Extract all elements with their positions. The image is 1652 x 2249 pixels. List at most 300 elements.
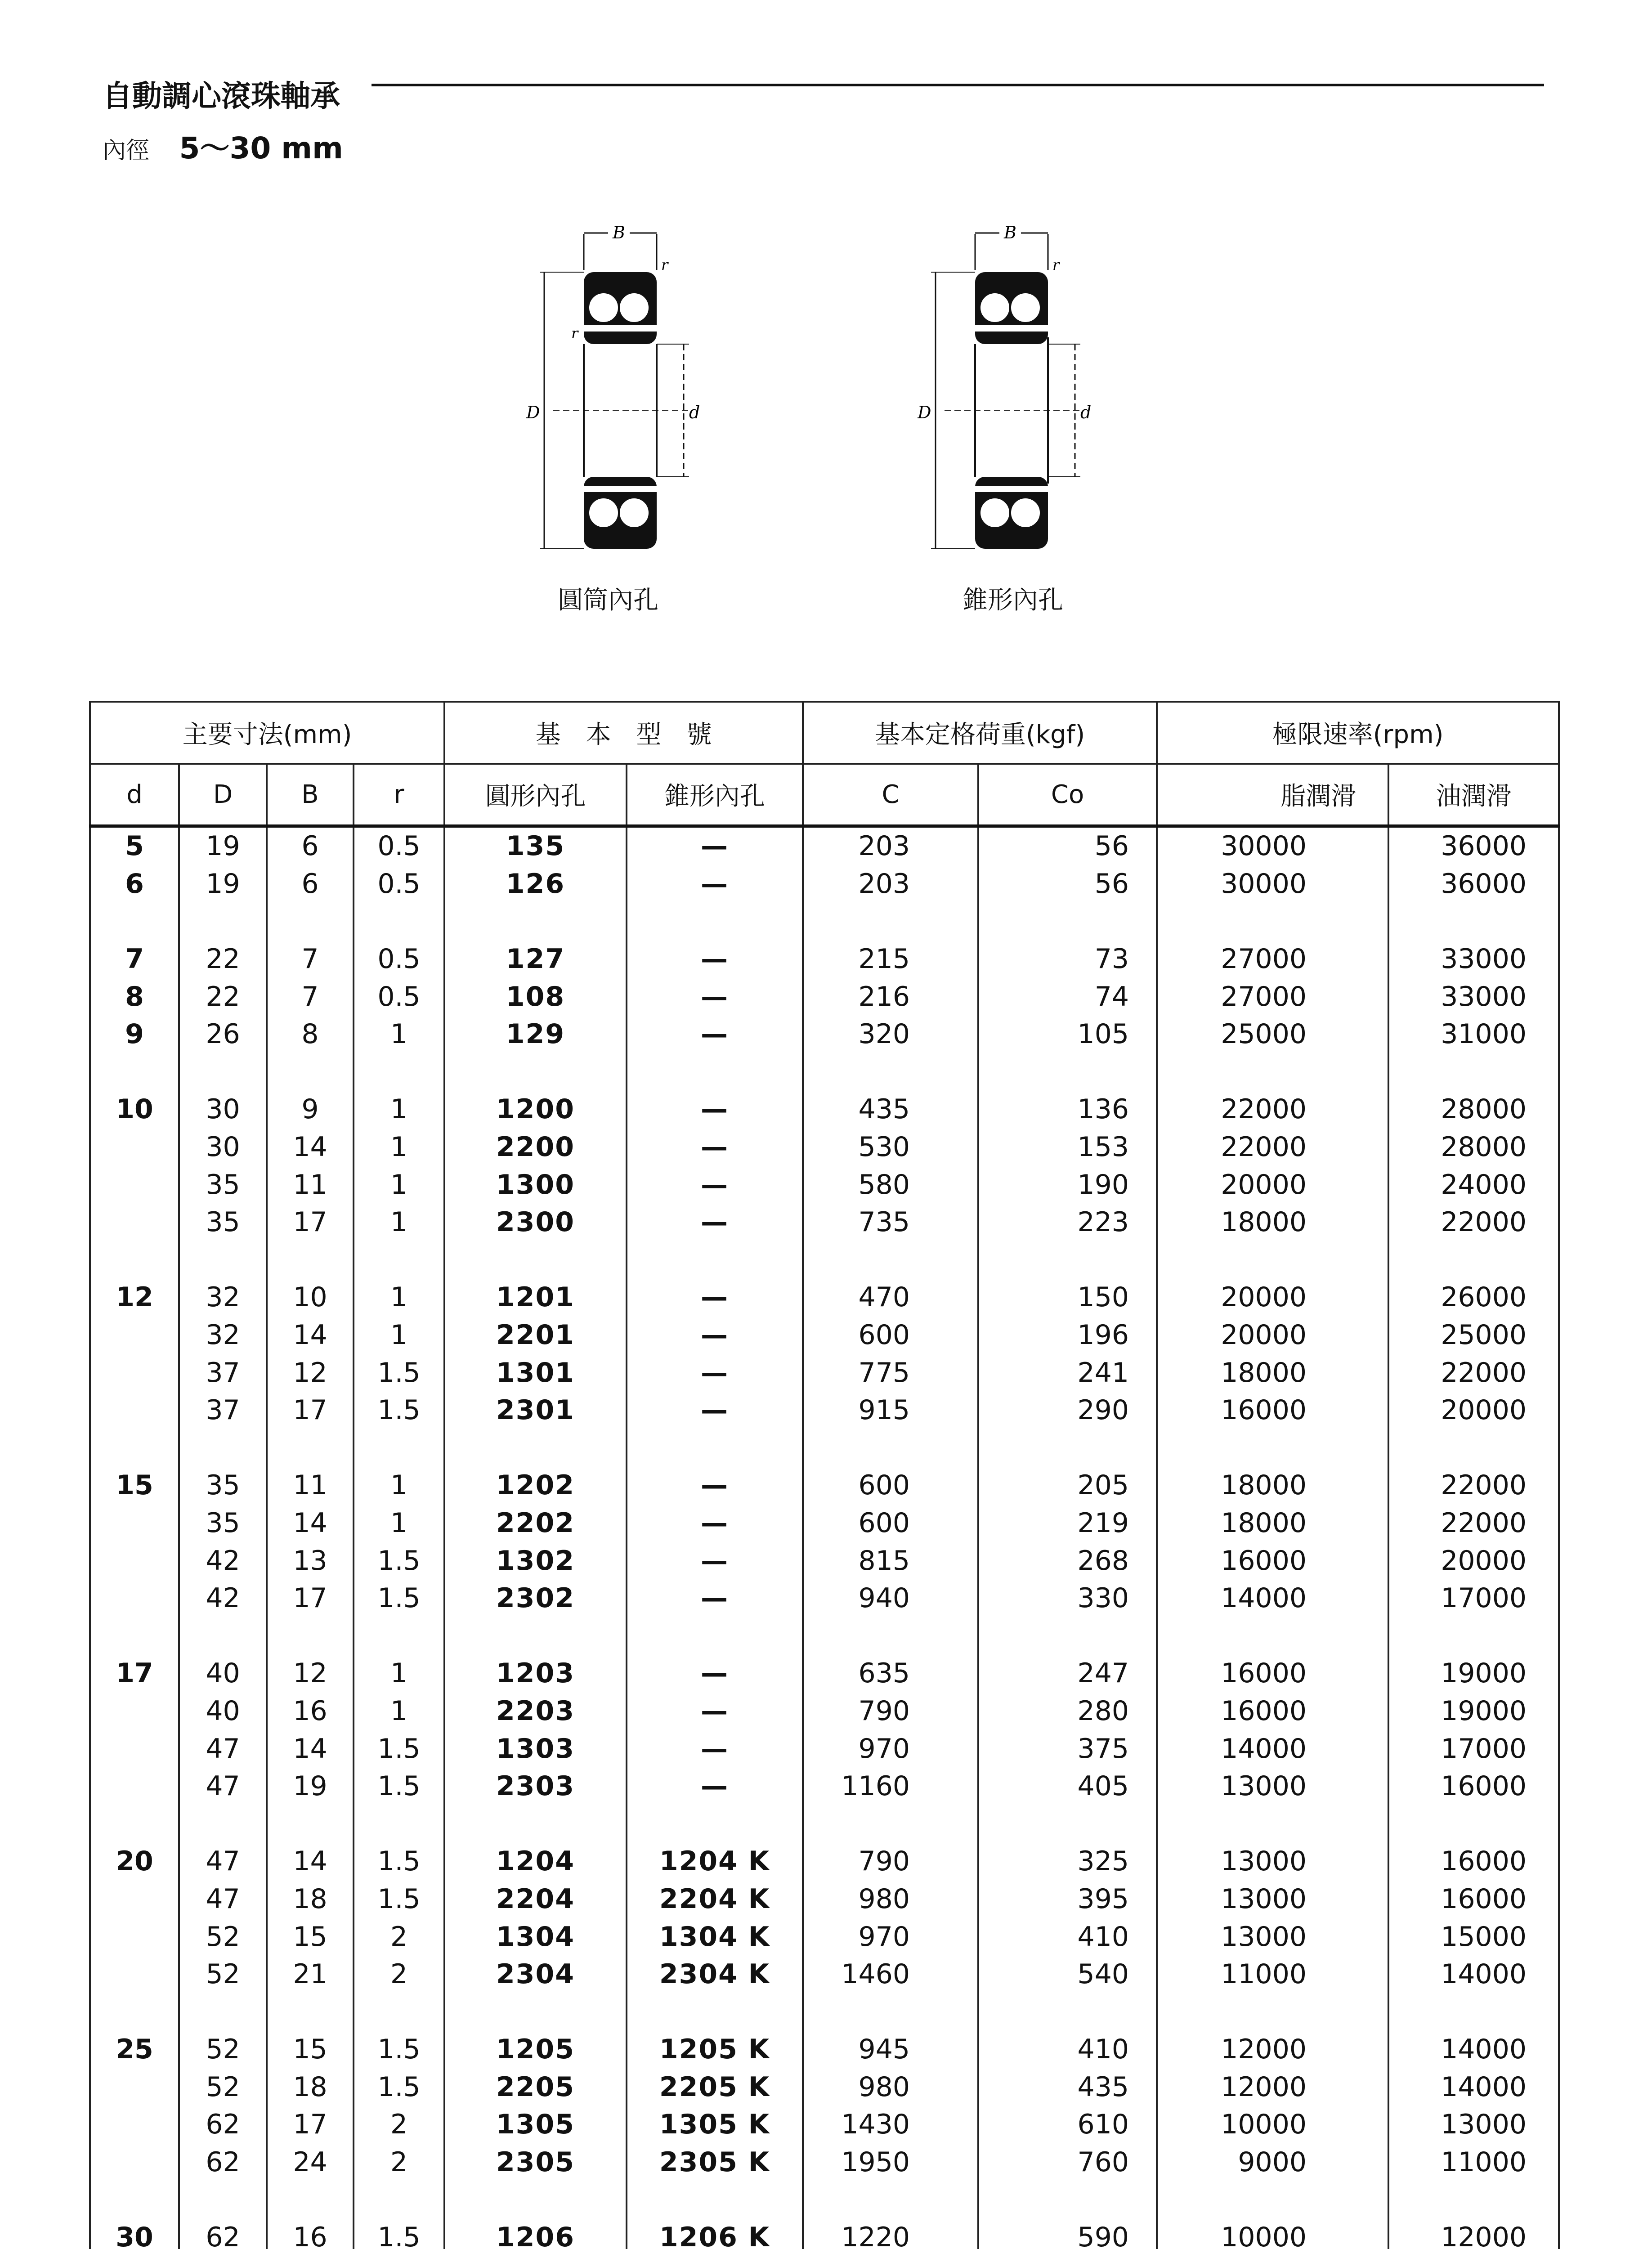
subtitle-range: 5～30 mm bbox=[179, 131, 343, 166]
cell-tapered-bore: 1304 K bbox=[627, 1918, 803, 1956]
cell-tapered-bore: — bbox=[627, 826, 803, 865]
cell-B: 15 bbox=[267, 1918, 354, 1956]
cell-cylindrical-bore: 1203 bbox=[444, 1655, 627, 1693]
spacer-cell bbox=[1157, 903, 1388, 941]
cell-D: 32 bbox=[179, 1279, 267, 1317]
cell-C: 470 bbox=[803, 1279, 978, 1317]
cell-B: 12 bbox=[267, 1354, 354, 1392]
spacer-cell bbox=[90, 2181, 179, 2219]
cell-Co: 395 bbox=[978, 1880, 1157, 1918]
cell-cylindrical-bore: 1205 bbox=[444, 2031, 627, 2069]
table-row bbox=[90, 1091, 1559, 1129]
cell-cylindrical-bore: 2302 bbox=[444, 1579, 627, 1617]
cell-oil-rpm: 19000 bbox=[1388, 1655, 1559, 1693]
cell-Co: 290 bbox=[978, 1391, 1157, 1429]
cell-D: 19 bbox=[179, 826, 267, 865]
cell-cylindrical-bore: 2201 bbox=[444, 1316, 627, 1354]
cell-oil-rpm: 33000 bbox=[1388, 940, 1559, 978]
cell-Co: 325 bbox=[978, 1843, 1157, 1881]
subtitle-label: 內徑 bbox=[103, 137, 150, 164]
cell-Co: 105 bbox=[978, 1015, 1157, 1053]
cell-cylindrical-bore: 1303 bbox=[444, 1730, 627, 1768]
spacer-cell bbox=[1388, 1617, 1559, 1655]
group-spacer bbox=[90, 1993, 1559, 2031]
cell-tapered-bore: — bbox=[627, 1655, 803, 1693]
cell-d bbox=[90, 1316, 179, 1354]
cell-B: 15 bbox=[267, 2031, 354, 2069]
cell-d bbox=[90, 1542, 179, 1580]
table-row bbox=[90, 1655, 1559, 1693]
spacer-cell bbox=[90, 1429, 179, 1467]
cell-oil-rpm: 28000 bbox=[1388, 1091, 1559, 1129]
group-spacer bbox=[90, 1053, 1559, 1091]
spacer-cell bbox=[978, 1617, 1157, 1655]
table-row bbox=[90, 2031, 1559, 2069]
cell-D: 35 bbox=[179, 1504, 267, 1542]
cell-d bbox=[90, 1918, 179, 1956]
cell-tapered-bore: — bbox=[627, 1579, 803, 1617]
cell-Co: 56 bbox=[978, 865, 1157, 903]
cell-d: 6 bbox=[90, 865, 179, 903]
cell-Co: 410 bbox=[978, 2031, 1157, 2069]
table-row bbox=[90, 1279, 1559, 1317]
cell-Co: 610 bbox=[978, 2106, 1157, 2144]
cell-r: 2 bbox=[354, 1955, 444, 1993]
cell-tapered-bore: 1206 K bbox=[627, 2218, 803, 2249]
cell-Co: 150 bbox=[978, 1279, 1157, 1317]
spacer-cell bbox=[444, 2181, 627, 2219]
cell-C: 600 bbox=[803, 1504, 978, 1542]
cell-r: 1 bbox=[354, 1203, 444, 1241]
cell-D: 35 bbox=[179, 1166, 267, 1204]
cell-D: 22 bbox=[179, 940, 267, 978]
cell-tapered-bore: — bbox=[627, 1767, 803, 1805]
spacer-cell bbox=[1388, 1429, 1559, 1467]
cell-tapered-bore: 1204 K bbox=[627, 1843, 803, 1881]
cell-d: 12 bbox=[90, 1279, 179, 1317]
cell-Co: 136 bbox=[978, 1091, 1157, 1129]
cell-D: 22 bbox=[179, 978, 267, 1016]
cell-C: 580 bbox=[803, 1166, 978, 1204]
col-header-d: d bbox=[90, 764, 179, 826]
bearing-diagram-cylindrical bbox=[526, 216, 706, 562]
group-spacer bbox=[90, 2181, 1559, 2219]
spacer-cell bbox=[444, 1053, 627, 1091]
cell-grease-rpm: 22000 bbox=[1157, 1091, 1388, 1129]
title-rule bbox=[372, 84, 1544, 86]
cell-D: 35 bbox=[179, 1467, 267, 1505]
cell-B: 17 bbox=[267, 2106, 354, 2144]
label-r: r bbox=[1052, 256, 1060, 273]
cell-oil-rpm: 11000 bbox=[1388, 2143, 1559, 2181]
spacer-cell bbox=[90, 1805, 179, 1843]
spacer-cell bbox=[354, 1053, 444, 1091]
cell-tapered-bore: 2304 K bbox=[627, 1955, 803, 1993]
table-row bbox=[90, 1918, 1559, 1956]
cell-grease-rpm: 13000 bbox=[1157, 1767, 1388, 1805]
cell-d: 30 bbox=[90, 2218, 179, 2249]
cell-tapered-bore: 2305 K bbox=[627, 2143, 803, 2181]
group-header-speed-limit: 極限速率(rpm) bbox=[1157, 702, 1559, 764]
cell-d: 9 bbox=[90, 1015, 179, 1053]
cell-B: 10 bbox=[267, 1279, 354, 1317]
table-row bbox=[90, 1843, 1559, 1881]
cell-r: 1.5 bbox=[354, 1354, 444, 1392]
cell-B: 7 bbox=[267, 940, 354, 978]
cell-grease-rpm: 10000 bbox=[1157, 2106, 1388, 2144]
cell-D: 40 bbox=[179, 1655, 267, 1693]
cell-oil-rpm: 19000 bbox=[1388, 1692, 1559, 1730]
cell-D: 47 bbox=[179, 1880, 267, 1918]
table-row bbox=[90, 1015, 1559, 1053]
group-spacer bbox=[90, 1805, 1559, 1843]
spacer-cell bbox=[1388, 1053, 1559, 1091]
cell-r: 2 bbox=[354, 1918, 444, 1956]
group-spacer bbox=[90, 1617, 1559, 1655]
cell-tapered-bore: — bbox=[627, 1504, 803, 1542]
cell-r: 1 bbox=[354, 1655, 444, 1693]
spacer-cell bbox=[179, 1241, 267, 1279]
spacer-cell bbox=[179, 1805, 267, 1843]
cell-grease-rpm: 18000 bbox=[1157, 1504, 1388, 1542]
cell-C: 815 bbox=[803, 1542, 978, 1580]
cell-oil-rpm: 22000 bbox=[1388, 1203, 1559, 1241]
cell-D: 62 bbox=[179, 2218, 267, 2249]
cell-cylindrical-bore: 1202 bbox=[444, 1467, 627, 1505]
spacer-cell bbox=[803, 903, 978, 941]
cell-B: 8 bbox=[267, 1015, 354, 1053]
table-body bbox=[90, 826, 1559, 2249]
spacer-cell bbox=[179, 2181, 267, 2219]
cell-Co: 205 bbox=[978, 1467, 1157, 1505]
table-row bbox=[90, 978, 1559, 1016]
spacer-cell bbox=[267, 1805, 354, 1843]
cell-B: 6 bbox=[267, 865, 354, 903]
cell-grease-rpm: 16000 bbox=[1157, 1655, 1388, 1693]
cell-Co: 73 bbox=[978, 940, 1157, 978]
cell-C: 530 bbox=[803, 1128, 978, 1166]
col-header-D: D bbox=[179, 764, 267, 826]
cell-grease-rpm: 13000 bbox=[1157, 1843, 1388, 1881]
cell-B: 21 bbox=[267, 1955, 354, 1993]
spacer-cell bbox=[803, 1805, 978, 1843]
spacer-cell bbox=[1157, 1241, 1388, 1279]
cell-tapered-bore: 1305 K bbox=[627, 2106, 803, 2144]
cell-d: 20 bbox=[90, 1843, 179, 1881]
table-row bbox=[90, 1767, 1559, 1805]
cell-Co: 153 bbox=[978, 1128, 1157, 1166]
table-row bbox=[90, 1730, 1559, 1768]
cell-C: 1950 bbox=[803, 2143, 978, 2181]
cell-r: 1.5 bbox=[354, 1730, 444, 1768]
spacer-cell bbox=[179, 903, 267, 941]
cell-d bbox=[90, 2143, 179, 2181]
cell-cylindrical-bore: 108 bbox=[444, 978, 627, 1016]
table-row bbox=[90, 1166, 1559, 1204]
spacer-cell bbox=[267, 1053, 354, 1091]
cell-oil-rpm: 31000 bbox=[1388, 1015, 1559, 1053]
cell-D: 35 bbox=[179, 1203, 267, 1241]
cell-D: 42 bbox=[179, 1579, 267, 1617]
cell-B: 24 bbox=[267, 2143, 354, 2181]
cell-oil-rpm: 25000 bbox=[1388, 1316, 1559, 1354]
spacer-cell bbox=[354, 1993, 444, 2031]
cell-grease-rpm: 16000 bbox=[1157, 1391, 1388, 1429]
table-row bbox=[90, 2068, 1559, 2106]
cell-d bbox=[90, 1354, 179, 1392]
spacer-cell bbox=[1157, 1053, 1388, 1091]
cell-d bbox=[90, 1579, 179, 1617]
cell-oil-rpm: 16000 bbox=[1388, 1880, 1559, 1918]
cell-oil-rpm: 16000 bbox=[1388, 1767, 1559, 1805]
cell-C: 940 bbox=[803, 1579, 978, 1617]
page-title: 自動調心滾珠軸承 bbox=[103, 79, 340, 113]
cell-D: 52 bbox=[179, 1918, 267, 1956]
cell-Co: 590 bbox=[978, 2218, 1157, 2249]
cell-C: 1460 bbox=[803, 1955, 978, 1993]
cell-r: 1 bbox=[354, 1091, 444, 1129]
spacer-cell bbox=[627, 1241, 803, 1279]
cell-d bbox=[90, 1880, 179, 1918]
cell-d bbox=[90, 1391, 179, 1429]
cell-C: 215 bbox=[803, 940, 978, 978]
cell-D: 30 bbox=[179, 1091, 267, 1129]
spacer-cell bbox=[1157, 1805, 1388, 1843]
cell-tapered-bore: — bbox=[627, 1015, 803, 1053]
cell-r: 1 bbox=[354, 1279, 444, 1317]
spacer-cell bbox=[627, 1993, 803, 2031]
table-row bbox=[90, 1692, 1559, 1730]
cell-D: 52 bbox=[179, 2068, 267, 2106]
cell-tapered-bore: — bbox=[627, 940, 803, 978]
cell-C: 1430 bbox=[803, 2106, 978, 2144]
cell-C: 980 bbox=[803, 2068, 978, 2106]
col-header-r: r bbox=[354, 764, 444, 826]
cell-C: 915 bbox=[803, 1391, 978, 1429]
cell-B: 14 bbox=[267, 1316, 354, 1354]
cell-C: 600 bbox=[803, 1316, 978, 1354]
cell-r: 1 bbox=[354, 1166, 444, 1204]
spacer-cell bbox=[354, 1805, 444, 1843]
cell-Co: 190 bbox=[978, 1166, 1157, 1204]
table-row bbox=[90, 1203, 1559, 1241]
cell-C: 775 bbox=[803, 1354, 978, 1392]
table-row bbox=[90, 1579, 1559, 1617]
cell-grease-rpm: 13000 bbox=[1157, 1880, 1388, 1918]
cell-tapered-bore: 1205 K bbox=[627, 2031, 803, 2069]
col-header-C: C bbox=[803, 764, 978, 826]
col-header-Co: Co bbox=[978, 764, 1157, 826]
spacer-cell bbox=[90, 1053, 179, 1091]
cell-cylindrical-bore: 2300 bbox=[444, 1203, 627, 1241]
cell-r: 0.5 bbox=[354, 865, 444, 903]
cell-d bbox=[90, 1730, 179, 1768]
cell-d bbox=[90, 1203, 179, 1241]
cell-cylindrical-bore: 2205 bbox=[444, 2068, 627, 2106]
cell-r: 1 bbox=[354, 1015, 444, 1053]
label-B: B bbox=[613, 223, 625, 242]
cell-d bbox=[90, 1955, 179, 1993]
cell-oil-rpm: 12000 bbox=[1388, 2218, 1559, 2249]
cell-C: 980 bbox=[803, 1880, 978, 1918]
group-spacer bbox=[90, 1429, 1559, 1467]
cell-Co: 280 bbox=[978, 1692, 1157, 1730]
cell-d: 10 bbox=[90, 1091, 179, 1129]
cell-tapered-bore: — bbox=[627, 1391, 803, 1429]
cell-grease-rpm: 20000 bbox=[1157, 1316, 1388, 1354]
cell-cylindrical-bore: 1206 bbox=[444, 2218, 627, 2249]
table-row bbox=[90, 1391, 1559, 1429]
cell-cylindrical-bore: 2200 bbox=[444, 1128, 627, 1166]
spacer-cell bbox=[267, 1617, 354, 1655]
cell-r: 1.5 bbox=[354, 1843, 444, 1881]
spacer-cell bbox=[354, 1241, 444, 1279]
cell-C: 203 bbox=[803, 826, 978, 865]
cell-r: 1.5 bbox=[354, 2031, 444, 2069]
cell-tapered-bore: — bbox=[627, 1128, 803, 1166]
cell-oil-rpm: 14000 bbox=[1388, 1955, 1559, 1993]
cell-cylindrical-bore: 1300 bbox=[444, 1166, 627, 1204]
cell-r: 0.5 bbox=[354, 978, 444, 1016]
cell-B: 14 bbox=[267, 1128, 354, 1166]
spacer-cell bbox=[267, 1429, 354, 1467]
cell-r: 1.5 bbox=[354, 1542, 444, 1580]
spacer-cell bbox=[267, 903, 354, 941]
cell-D: 32 bbox=[179, 1316, 267, 1354]
cell-cylindrical-bore: 1204 bbox=[444, 1843, 627, 1881]
cell-tapered-bore: — bbox=[627, 865, 803, 903]
table-row bbox=[90, 2106, 1559, 2144]
cell-B: 14 bbox=[267, 1843, 354, 1881]
cell-Co: 330 bbox=[978, 1579, 1157, 1617]
group-spacer bbox=[90, 1241, 1559, 1279]
spacer-cell bbox=[1157, 1617, 1388, 1655]
cell-grease-rpm: 18000 bbox=[1157, 1203, 1388, 1241]
cell-grease-rpm: 13000 bbox=[1157, 1918, 1388, 1956]
cell-B: 11 bbox=[267, 1467, 354, 1505]
table-row bbox=[90, 1542, 1559, 1580]
cell-d: 25 bbox=[90, 2031, 179, 2069]
cell-B: 16 bbox=[267, 2218, 354, 2249]
spacer-cell bbox=[1157, 1993, 1388, 2031]
cell-B: 17 bbox=[267, 1391, 354, 1429]
cell-tapered-bore: — bbox=[627, 1316, 803, 1354]
cell-tapered-bore: 2205 K bbox=[627, 2068, 803, 2106]
cell-grease-rpm: 18000 bbox=[1157, 1354, 1388, 1392]
spacer-cell bbox=[179, 1993, 267, 2031]
cell-C: 790 bbox=[803, 1843, 978, 1881]
cell-grease-rpm: 27000 bbox=[1157, 978, 1388, 1016]
col-header-oil: 油潤滑 bbox=[1388, 764, 1559, 826]
cell-oil-rpm: 36000 bbox=[1388, 865, 1559, 903]
cell-cylindrical-bore: 135 bbox=[444, 826, 627, 865]
cell-B: 18 bbox=[267, 2068, 354, 2106]
cell-grease-rpm: 30000 bbox=[1157, 826, 1388, 865]
cell-B: 17 bbox=[267, 1203, 354, 1241]
group-spacer bbox=[90, 903, 1559, 941]
cell-r: 1 bbox=[354, 1128, 444, 1166]
table-row bbox=[90, 2218, 1559, 2249]
cell-D: 47 bbox=[179, 1843, 267, 1881]
label-r-inner: r bbox=[571, 325, 578, 342]
cell-D: 62 bbox=[179, 2143, 267, 2181]
spacer-cell bbox=[90, 1993, 179, 2031]
cell-B: 14 bbox=[267, 1730, 354, 1768]
table-row bbox=[90, 826, 1559, 865]
cell-Co: 405 bbox=[978, 1767, 1157, 1805]
spacer-cell bbox=[978, 1993, 1157, 2031]
spacer-cell bbox=[803, 1617, 978, 1655]
cell-D: 42 bbox=[179, 1542, 267, 1580]
cell-r: 1.5 bbox=[354, 1391, 444, 1429]
cell-C: 1160 bbox=[803, 1767, 978, 1805]
spacer-cell bbox=[978, 1429, 1157, 1467]
table-row bbox=[90, 940, 1559, 978]
cell-d: 8 bbox=[90, 978, 179, 1016]
cell-tapered-bore: — bbox=[627, 1279, 803, 1317]
cell-grease-rpm: 16000 bbox=[1157, 1692, 1388, 1730]
cell-Co: 74 bbox=[978, 978, 1157, 1016]
cell-cylindrical-bore: 129 bbox=[444, 1015, 627, 1053]
cell-cylindrical-bore: 2304 bbox=[444, 1955, 627, 1993]
cell-tapered-bore: — bbox=[627, 1203, 803, 1241]
spacer-cell bbox=[354, 1429, 444, 1467]
cell-oil-rpm: 26000 bbox=[1388, 1279, 1559, 1317]
cell-cylindrical-bore: 127 bbox=[444, 940, 627, 978]
spacer-cell bbox=[627, 1053, 803, 1091]
cell-r: 1.5 bbox=[354, 2068, 444, 2106]
spacer-cell bbox=[1157, 1429, 1388, 1467]
cell-grease-rpm: 12000 bbox=[1157, 2068, 1388, 2106]
cell-C: 970 bbox=[803, 1730, 978, 1768]
cell-d bbox=[90, 2106, 179, 2144]
group-header-dimensions: 主要寸法(mm) bbox=[90, 702, 444, 764]
cell-cylindrical-bore: 2202 bbox=[444, 1504, 627, 1542]
label-d: d bbox=[1080, 403, 1092, 422]
cell-cylindrical-bore: 1301 bbox=[444, 1354, 627, 1392]
table-row bbox=[90, 2143, 1559, 2181]
cell-grease-rpm: 16000 bbox=[1157, 1542, 1388, 1580]
spacer-cell bbox=[267, 2181, 354, 2219]
subtitle bbox=[103, 124, 343, 167]
cell-d: 17 bbox=[90, 1655, 179, 1693]
cell-D: 47 bbox=[179, 1767, 267, 1805]
spacer-cell bbox=[444, 1993, 627, 2031]
cell-C: 203 bbox=[803, 865, 978, 903]
cell-r: 1.5 bbox=[354, 1767, 444, 1805]
cell-cylindrical-bore: 2303 bbox=[444, 1767, 627, 1805]
spacer-cell bbox=[978, 2181, 1157, 2219]
spacer-cell bbox=[1157, 2181, 1388, 2219]
spacer-cell bbox=[1388, 1805, 1559, 1843]
cell-tapered-bore: — bbox=[627, 1692, 803, 1730]
cell-Co: 196 bbox=[978, 1316, 1157, 1354]
cell-C: 970 bbox=[803, 1918, 978, 1956]
cell-B: 13 bbox=[267, 1542, 354, 1580]
cell-D: 37 bbox=[179, 1354, 267, 1392]
cell-oil-rpm: 15000 bbox=[1388, 1918, 1559, 1956]
spacer-cell bbox=[267, 1241, 354, 1279]
cell-Co: 760 bbox=[978, 2143, 1157, 2181]
spacer-cell bbox=[627, 1617, 803, 1655]
table-row bbox=[90, 1880, 1559, 1918]
spacer-cell bbox=[978, 1241, 1157, 1279]
cell-d: 7 bbox=[90, 940, 179, 978]
cell-grease-rpm: 22000 bbox=[1157, 1128, 1388, 1166]
group-header-load-rating: 基本定格荷重(kgf) bbox=[803, 702, 1157, 764]
label-D: D bbox=[918, 403, 931, 422]
spacer-cell bbox=[90, 1241, 179, 1279]
